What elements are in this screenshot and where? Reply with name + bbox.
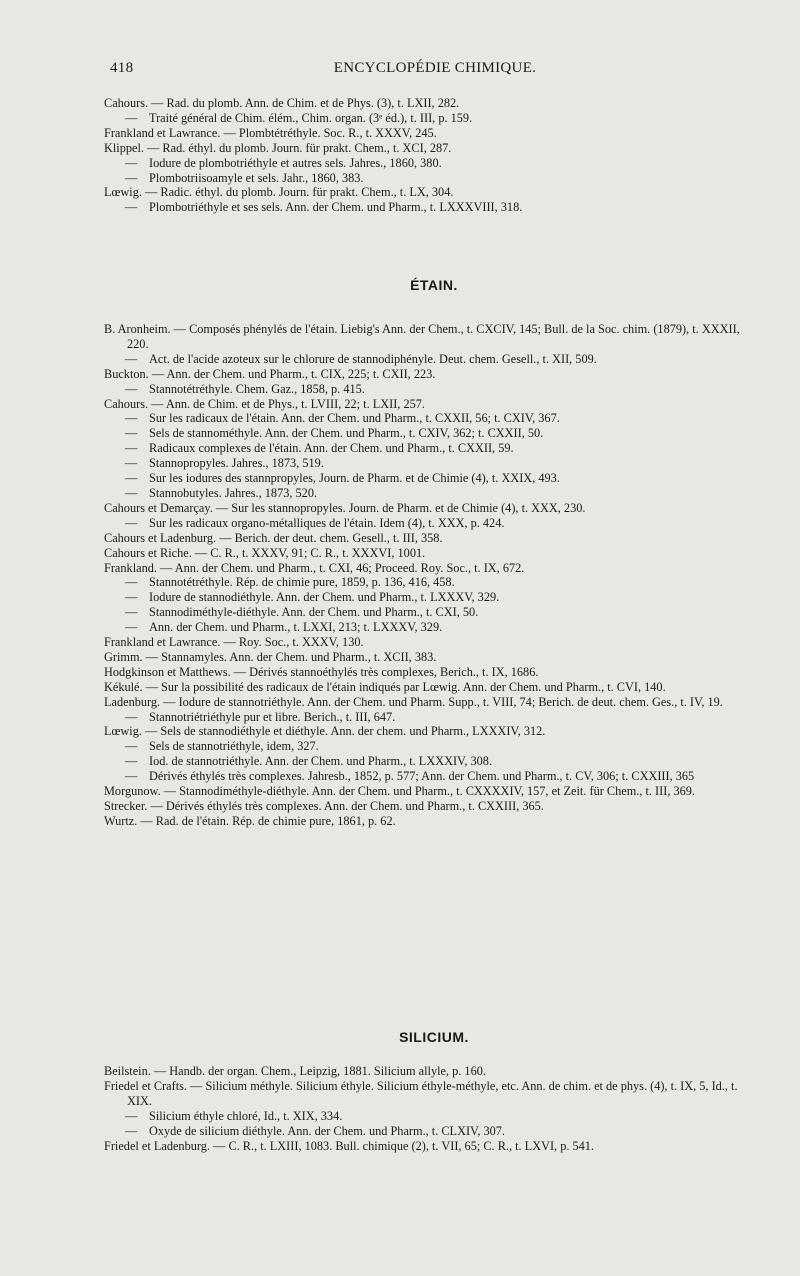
entry-text: Berich. der deut. chem. Gesell., t. III, 358.	[234, 530, 443, 545]
entry-author: Lœwig.	[104, 724, 142, 739]
ditto-dash: —	[125, 471, 138, 486]
entry-text: Composés phénylés de l'étain. Liebig's Ann. der Chem., t. CXCIV, 145; Bull. de la Soc. chim. (1879), t. XXXII, 220.	[127, 322, 740, 351]
running-title: ENCYCLOPÉDIE CHIMIQUE.	[333, 60, 537, 76]
entry-author: Cahours.	[104, 396, 149, 411]
bibliography-entry	[104, 739, 764, 754]
entry-text: Plombotriéthyle et ses sels. Ann. der Chem. und Pharm., t. LXXXVIII, 318.	[149, 200, 523, 215]
ditto-dash: —	[125, 620, 138, 635]
entry-author: Frankland.	[104, 560, 157, 575]
bibliography-entry	[104, 590, 764, 605]
bibliography-entry: Cahours et Demarçay. — Sur les stannopropyles. Journ. de Pharm. et de Chimie (4), t. XXX, 230.	[104, 500, 586, 515]
entry-author: Cahours et Demarçay.	[104, 500, 213, 515]
entry-text: Ann. de Chim. et de Phys., t. LVIII, 22; t. LXII, 257.	[165, 396, 425, 411]
entry-author: Frankland et Lawrance.	[104, 125, 221, 140]
entry-text: Plombtétréthyle. Soc. R., t. XXXV, 245.	[238, 125, 437, 140]
ditto-dash: —	[125, 754, 138, 769]
etain-bibliography-block	[104, 322, 764, 829]
ditto-dash: —	[125, 709, 138, 724]
entry-author: Morgunow.	[104, 784, 161, 799]
bibliography-entry: Lœwig. — Radic. éthyl. du plomb. Journ. für prakt. Chem., t. LX, 304.	[104, 185, 454, 200]
ditto-dash: —	[125, 515, 138, 530]
entry-author: Cahours et Riche.	[104, 545, 192, 560]
bibliography-entry: Cahours et Ladenburg. — Berich. der deut. chem. Gesell., t. III, 358.	[104, 530, 443, 545]
bibliography-entry	[104, 382, 764, 397]
entry-author: Frankland et Lawrance.	[104, 635, 221, 650]
entry-author: Hodgkinson et Matthews.	[104, 664, 231, 679]
entry-text: Stannodiméthyle-diéthyle. Ann. der Chem. und Pharm., t. CXXXXIV, 157, et Zeit. für Chem., t. III, 369.	[179, 784, 695, 799]
bibliography-entry: Frankland et Lawrance. — Roy. Soc., t. XXXV, 130.	[104, 635, 364, 650]
ditto-dash: —	[125, 590, 138, 605]
bibliography-entry: Frankland. — Ann. der Chem. und Pharm., t. CXI, 46; Proceed. Roy. Soc., t. IX, 672.	[104, 560, 525, 575]
entry-text: Stannobutyles. Jahres., 1873, 520.	[149, 485, 318, 500]
entry-text: Plombotriisoamyle et sels. Jahr., 1860, 383.	[149, 170, 364, 185]
bibliography-entry	[104, 441, 764, 456]
entry-text: Stannotétréthyle. Rép. de chimie pure, 1859, p. 136, 416, 458.	[149, 575, 455, 590]
bibliography-entry	[104, 426, 764, 441]
bibliography-entry: B. Aronheim. — Composés phénylés de l'étain. Liebig's Ann. der Chem., t. CXCIV, 145; Bull. de la Soc. chim. (1879), t. XXXII, 220.	[104, 322, 740, 351]
bibliography-entry	[104, 754, 764, 769]
bibliography-entry: Friedel et Crafts. — Silicium méthyle. Silicium éthyle. Silicium éthyle-méthyle, etc. Ann. de chim. et de phys. (4), t. IX, 5, Id., t. XIX.	[104, 1078, 738, 1108]
entry-text: Dérivés stannoéthylés très complexes, Berich., t. IX, 1686.	[249, 664, 539, 679]
bibliography-entry	[104, 1124, 764, 1139]
ditto-dash: —	[125, 351, 138, 366]
entry-text: Rad. éthyl. du plomb. Journ. für prakt. Chem., t. XCI, 287.	[162, 140, 452, 155]
bibliography-entry	[104, 411, 764, 426]
bibliography-entry	[104, 1109, 764, 1124]
entry-text: Iod. de stannotriéthyle. Ann. der Chem. und Pharm., t. LXXXIV, 308.	[149, 754, 493, 769]
entry-text: Dérivés éthylés très complexes. Ann. der Chem. und Pharm., t. CXXIII, 365.	[165, 799, 544, 813]
ditto-dash: —	[125, 575, 138, 590]
bibliography-entry	[104, 171, 764, 186]
entry-text: Stannotétréthyle. Chem. Gaz., 1858, p. 415.	[149, 381, 365, 396]
bibliography-entry: Ladenburg. — Iodure de stannotriéthyle. Ann. der Chem. und Pharm. Supp., t. VIII, 74; Berich. de deut. chem. Ges., t. IV, 19.	[104, 694, 723, 709]
silicium-bibliography-block	[104, 1064, 764, 1153]
bibliography-entry	[104, 471, 764, 486]
entry-author: Grimm.	[104, 649, 143, 664]
bibliography-entry	[104, 620, 764, 635]
entry-text: Rad. du plomb. Ann. de Chim. et de Phys. (3), t. LXII, 282.	[166, 96, 460, 110]
entry-text: Silicium éthyle chloré, Id., t. XIX, 334.	[149, 1108, 343, 1123]
bibliography-entry	[104, 516, 764, 531]
bibliography-entry: Cahours et Riche. — C. R., t. XXXV, 91; C. R., t. XXXVI, 1001.	[104, 545, 426, 560]
ditto-dash: —	[125, 411, 138, 426]
ditto-dash: —	[125, 200, 138, 215]
entry-text: Ann. der Chem. und Pharm., t. CIX, 225; t. CXII, 223.	[166, 366, 436, 381]
entry-text: Sur les iodures des stannpropyles, Journ. de Pharm. et de Chimie (4), t. XXIX, 493.	[149, 471, 560, 486]
bibliography-entry: Beilstein. — Handb. der organ. Chem., Leipzig, 1881. Silicium allyle, p. 160.	[104, 1064, 486, 1078]
bibliography-entry: Grimm. — Stannamyles. Ann. der Chem. und Pharm., t. XCII, 383.	[104, 649, 437, 664]
bibliography-entry	[104, 200, 764, 215]
entry-text: Silicium méthyle. Silicium éthyle. Silicium éthyle-méthyle, etc. Ann. de chim. et de phys. (4), t. IX, 5, Id., t. XIX.	[127, 1078, 738, 1108]
bibliography-entry	[104, 769, 764, 784]
bibliography-entry	[104, 456, 764, 471]
entry-text: Sur la possibilité des radicaux de l'étain indiqués par Lœwig. Ann. der Chem. und Pharm., t. CVI, 140.	[161, 679, 666, 694]
ditto-dash: —	[125, 170, 138, 185]
entry-text: Dérivés éthylés très complexes. Jahresb., 1852, p. 577; Ann. der Chem. und Pharm., t. CV, 306; t. CXXIII, 365	[149, 769, 695, 784]
entry-text: Iodure de stannodiéthyle. Ann. der Chem. und Pharm., t. LXXXV, 329.	[149, 590, 500, 605]
bibliography-entry: Strecker. — Dérivés éthylés très complexes. Ann. der Chem. und Pharm., t. CXXIII, 365.	[104, 799, 544, 813]
entry-text: Sels de stannotriéthyle, idem, 327.	[149, 739, 319, 754]
entry-text: C. R., t. XXXV, 91; C. R., t. XXXVI, 1001.	[210, 545, 426, 560]
entry-text: Sur les radicaux de l'étain. Ann. der Chem. und Pharm., t. CXXII, 56; t. CXIV, 367.	[149, 411, 560, 426]
section-title-etain: ÉTAIN.	[410, 277, 458, 293]
bibliography-entry: Wurtz. — Rad. de l'étain. Rép. de chimie pure, 1861, p. 62.	[104, 813, 396, 828]
ditto-dash: —	[125, 1123, 138, 1138]
ditto-dash: —	[125, 739, 138, 754]
entry-text: Iodure de plombotriéthyle et autres sels. Jahres., 1860, 380.	[149, 155, 442, 170]
entry-author: Lœwig.	[104, 185, 142, 200]
bibliography-entry	[104, 156, 764, 171]
entry-author: Strecker.	[104, 799, 148, 813]
entry-author: Buckton.	[104, 366, 149, 381]
entry-text: Act. de l'acide azoteux sur le chlorure de stannodiphénylе. Deut. chem. Gesell., t. XII, 509.	[149, 351, 597, 366]
bibliography-entry	[104, 575, 764, 590]
entry-text: Stannotriétriéthyle pur et libre. Berich., t. III, 647.	[149, 709, 396, 724]
entry-text: Sels de stannométhyle. Ann. der Chem. und Pharm., t. CXIV, 362; t. CXXII, 50.	[149, 426, 544, 441]
entry-text: Roy. Soc., t. XXXV, 130.	[238, 635, 364, 650]
entry-text: Sur les radicaux organo-métalliques de l'étain. Idem (4), t. XXX, p. 424.	[149, 515, 505, 530]
ditto-dash: —	[125, 426, 138, 441]
ditto-dash: —	[125, 441, 138, 456]
ditto-dash: —	[125, 155, 138, 170]
entry-text: Rad. de l'étain. Rép. de chimie pure, 1861, p. 62.	[155, 813, 396, 828]
entry-text: Stannamyles. Ann. der Chem. und Pharm., t. XCII, 383.	[161, 649, 437, 664]
entry-text: Ann. der Chem. und Pharm., t. CXI, 46; Proceed. Roy. Soc., t. IX, 672.	[174, 560, 525, 575]
entry-text: Traité général de Chim. élém., Chim. organ. (3ᵉ éd.), t. III, p. 159.	[149, 110, 473, 125]
entry-author: Friedel et Ladenburg.	[104, 1138, 210, 1153]
ditto-dash: —	[125, 381, 138, 396]
bibliography-entry: Lœwig. — Sels de stannodiéthyle et diéthyle. Ann. der chem. und Pharm., LXXXIV, 312.	[104, 724, 546, 739]
entry-author: Wurtz.	[104, 813, 138, 828]
entry-text: C. R., t. LXIII, 1083. Bull. chimique (2), t. VII, 65; C. R., t. LXVI, p. 541.	[228, 1138, 595, 1153]
entry-author: Ladenburg.	[104, 694, 161, 709]
entry-author: Cahours.	[104, 96, 149, 110]
entry-author: Klippel.	[104, 140, 144, 155]
entry-text: Stannopropyles. Jahres., 1873, 519.	[149, 456, 324, 471]
bibliography-entry: Buckton. — Ann. der Chem. und Pharm., t. CIX, 225; t. CXII, 223.	[104, 366, 436, 381]
entry-text: Iodure de stannotriéthyle. Ann. der Chem. und Pharm. Supp., t. VIII, 74; Berich. de deut. chem. Ges., t. IV, 19.	[178, 694, 723, 709]
bibliography-entry: Morgunow. — Stannodiméthyle-diéthyle. Ann. der Chem. und Pharm., t. CXXXXIV, 157, et Zeit. für Chem., t. III, 369.	[104, 784, 695, 799]
entry-text: Stannodiméthyle-diéthyle. Ann. der Chem. und Pharm., t. CXI, 50.	[149, 605, 479, 620]
bibliography-entry	[104, 710, 764, 725]
ditto-dash: —	[125, 456, 138, 471]
bibliography-entry: Cahours. — Rad. du plomb. Ann. de Chim. et de Phys. (3), t. LXII, 282.	[104, 96, 460, 110]
bibliography-entry: Kékulé. — Sur la possibilité des radicaux de l'étain indiqués par Lœwig. Ann. der Chem. und Pharm., t. CVI, 140.	[104, 679, 666, 694]
entry-text: Handb. der organ. Chem., Leipzig, 1881. Silicium allyle, p. 160.	[169, 1064, 486, 1078]
entry-text: Oxyde de silicium diéthyle. Ann. der Chem. und Pharm., t. CLXIV, 307.	[149, 1123, 506, 1138]
section-title-silicium: SILICIUM.	[399, 1029, 469, 1045]
page-number: 418	[110, 60, 134, 76]
entry-text: Ann. der Chem. und Pharm., t. LXXI, 213; t. LXXXV, 329.	[149, 620, 443, 635]
entry-text: Radic. éthyl. du plomb. Journ. für prakt. Chem., t. LX, 304.	[160, 185, 454, 200]
entry-author: Cahours et Ladenburg.	[104, 530, 217, 545]
ditto-dash: —	[125, 605, 138, 620]
ditto-dash: —	[125, 769, 138, 784]
ditto-dash: —	[125, 110, 138, 125]
bibliography-entry: Frankland et Lawrance. — Plombtétréthyle. Soc. R., t. XXXV, 245.	[104, 125, 437, 140]
bibliography-entry	[104, 111, 764, 126]
bibliography-entry: Klippel. — Rad. éthyl. du plomb. Journ. für prakt. Chem., t. XCI, 287.	[104, 140, 452, 155]
ditto-dash: —	[125, 485, 138, 500]
bibliography-entry	[104, 605, 764, 620]
bibliography-entry	[104, 486, 764, 501]
bibliography-entry	[104, 352, 764, 367]
entry-author: Beilstein.	[104, 1064, 151, 1078]
lead-bibliography-block	[104, 96, 764, 215]
bibliography-entry: Cahours. — Ann. de Chim. et de Phys., t. LVIII, 22; t. LXII, 257.	[104, 396, 425, 411]
entry-text: Sels de stannodiéthyle et diéthyle. Ann. der chem. und Pharm., LXXXIV, 312.	[160, 724, 546, 739]
entry-author: Kékulé.	[104, 679, 143, 694]
entry-author: B. Aronheim.	[104, 322, 171, 336]
bibliography-entry: Friedel et Ladenburg. — C. R., t. LXIII, 1083. Bull. chimique (2), t. VII, 65; C. R., t. LXVI, p. 541.	[104, 1138, 595, 1153]
entry-text: Radicaux complexes de l'étain. Ann. der Chem. und Pharm., t. CXXII, 59.	[149, 441, 514, 456]
bibliography-entry: Hodgkinson et Matthews. — Dérivés stannoéthylés très complexes, Berich., t. IX, 1686.	[104, 664, 539, 679]
entry-text: Sur les stannopropyles. Journ. de Pharm. et de Chimie (4), t. XXX, 230.	[231, 500, 586, 515]
entry-author: Friedel et Crafts.	[104, 1078, 187, 1093]
ditto-dash: —	[125, 1108, 138, 1123]
